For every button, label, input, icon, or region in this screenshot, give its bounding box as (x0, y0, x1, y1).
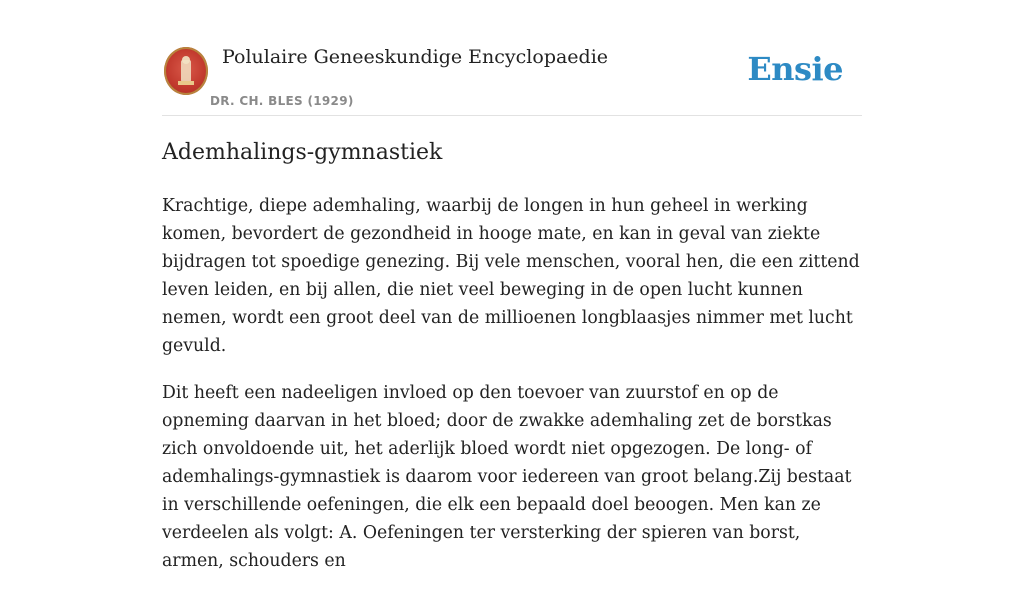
article-body (162, 192, 862, 594)
encyclopedia-title[interactable]: Polulaire Geneeskundige Encyclopaedie (222, 46, 609, 68)
ensie-brand-logo[interactable]: Ensie (747, 50, 843, 88)
author-credit: DR. CH. BLES (1929) (210, 94, 354, 108)
article-title: Ademhalings-gymnastiek (162, 140, 443, 165)
article-paragraph: Krachtige, diepe ademhaling, waarbij de longen in hun geheel in werking komen, bevordert de gezondheid in hooge mate, en kan in geval van ziekte bijdragen tot spoedige genezing. Bij vele menschen, vooral hen, die een zittend leven leiden, en bij allen, die niet veel beweging in de open lucht kunnen nemen, wordt een groot deel van de millioenen longblaasjes nimmer met lucht gevuld. (162, 196, 860, 356)
article-paragraph: Dit heeft een nadeeligen invloed op den toevoer van zuurstof en op de opneming daarvan in het bloed; door de zwakke ademhaling zet de borstkas zich onvoldoende uit, het aderlijk bloed wordt niet opgezogen. De long- of ademhalings-gymnastiek is daarom voor iedereen van groot belang.Zij bestaat in verschillende oefeningen, die elk een bepaald doel beoogen. Men kan ze verdeelen als volgt: A. Oefeningen ter versterking der spieren van borst, armen, schouders en (162, 383, 852, 571)
encyclopedia-logo-icon[interactable] (164, 47, 208, 95)
site-header (162, 40, 862, 116)
